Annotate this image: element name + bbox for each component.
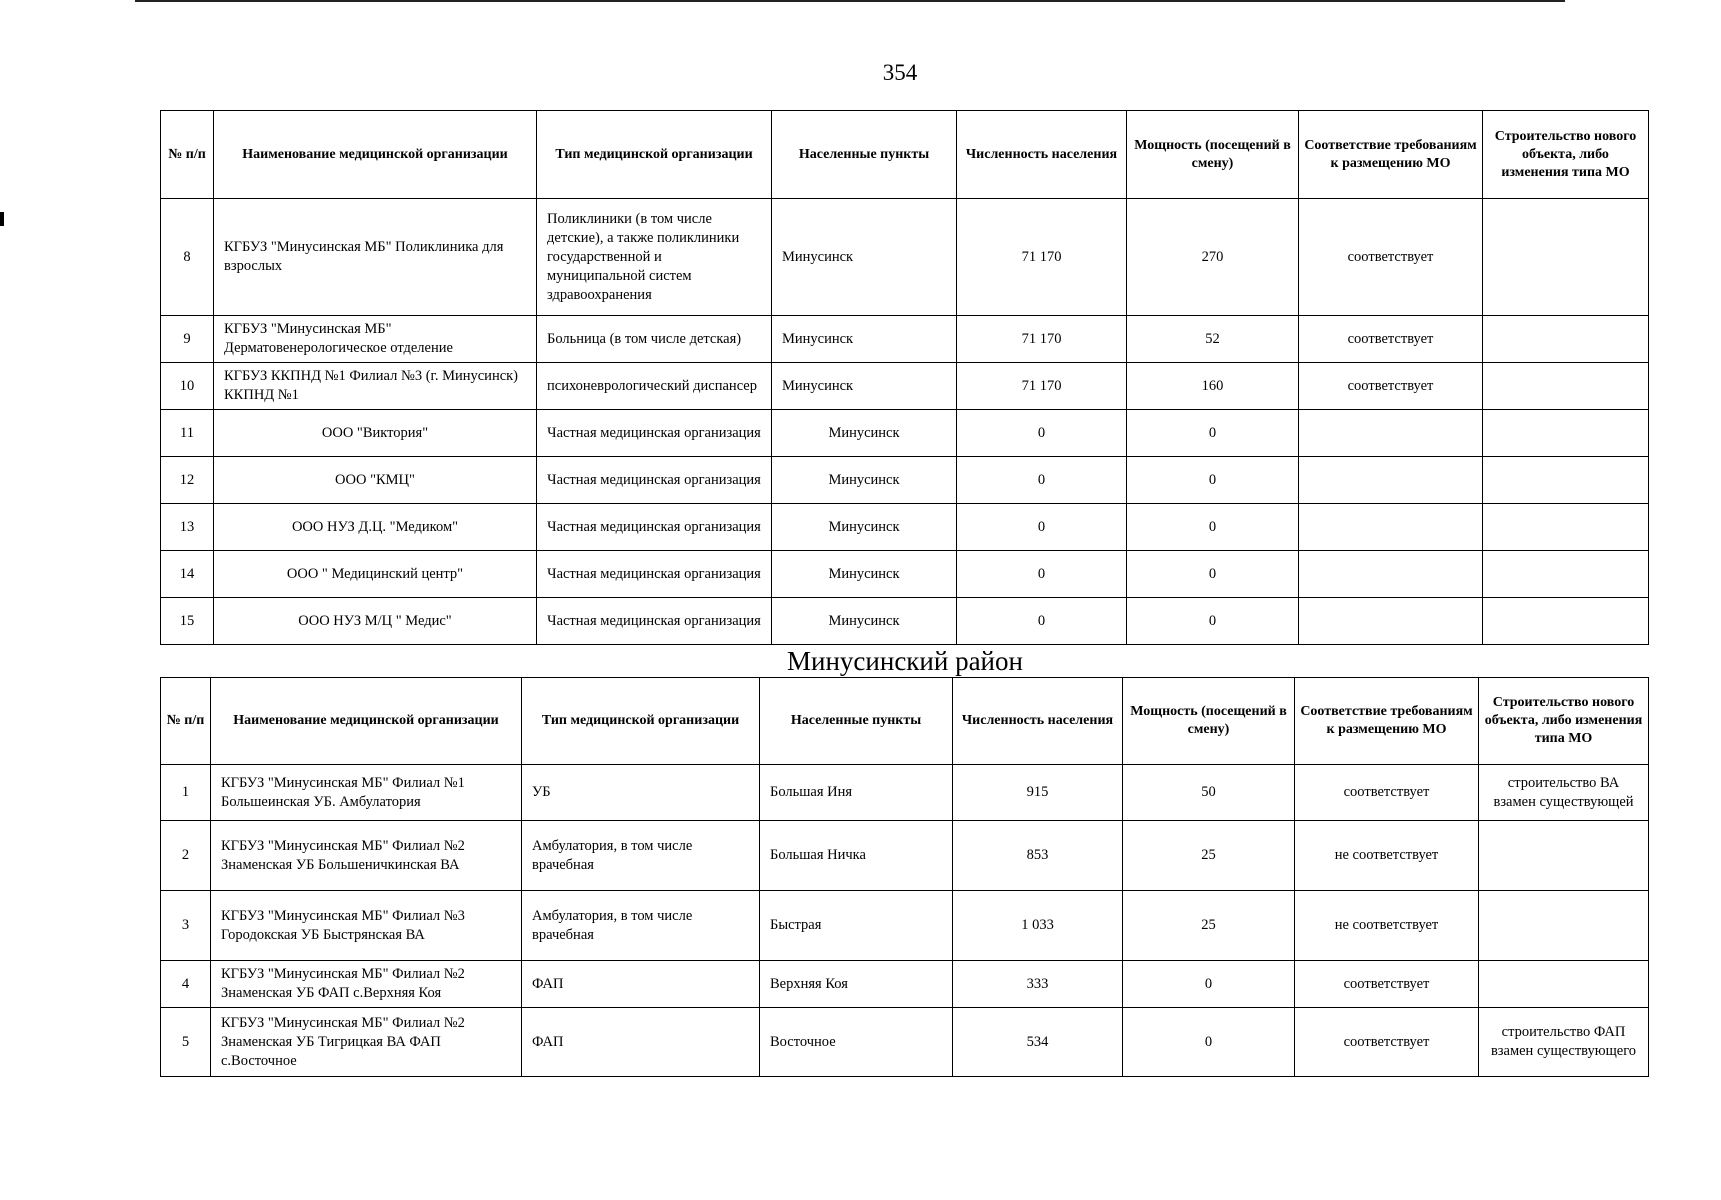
settlement: Минусинск [772,199,957,316]
org-name: КГБУЗ ККПНД №1 Филиал №3 (г. Минусинск) ККПНД №1 [214,363,537,410]
row-num: 4 [161,961,211,1008]
compliance: соответствует [1299,363,1483,410]
construction [1479,961,1649,1008]
settlement: Большая Ничка [760,821,953,891]
settlement: Минусинск [772,504,957,551]
population: 1 033 [953,891,1123,961]
compliance [1299,504,1483,551]
header-construction: Строительство нового объекта, либо изменения типа МО [1479,678,1649,765]
row-num: 10 [161,363,214,410]
population: 534 [953,1008,1123,1077]
table-header-row [161,678,1649,765]
header-num: № п/п [161,111,214,199]
compliance: не соответствует [1295,821,1479,891]
org-type: Частная медицинская организация [537,551,772,598]
org-type: Частная медицинская организация [537,410,772,457]
table-row [161,891,1649,961]
org-type: психоневрологический диспансер [537,363,772,410]
settlement: Верхняя Коя [760,961,953,1008]
org-name: ООО "КМЦ" [214,457,537,504]
capacity: 0 [1123,961,1295,1008]
org-type: Амбулатория, в том числе врачебная [522,821,760,891]
org-name: КГБУЗ "Минусинская МБ" Филиал №1 Большеинская УБ. Амбулатория [211,765,522,821]
population: 0 [957,504,1127,551]
capacity: 52 [1127,316,1299,363]
header-num: № п/п [161,678,211,765]
header-type: Тип медицинской организации [522,678,760,765]
compliance [1299,598,1483,645]
construction [1479,891,1649,961]
organizations-table-minusinsk-district [160,677,1649,1077]
table-header-row [161,111,1649,199]
population: 71 170 [957,199,1127,316]
header-population: Численность населения [957,111,1127,199]
row-num: 11 [161,410,214,457]
org-name: КГБУЗ "Минусинская МБ" Дерматовенерологическое отделение [214,316,537,363]
settlement: Минусинск [772,410,957,457]
population: 333 [953,961,1123,1008]
header-capacity: Мощность (посещений в смену) [1123,678,1295,765]
capacity: 25 [1123,891,1295,961]
org-name: КГБУЗ "Минусинская МБ" Филиал №2 Знаменская УБ ФАП с.Верхняя Коя [211,961,522,1008]
compliance: соответствует [1295,961,1479,1008]
capacity: 50 [1123,765,1295,821]
org-name: ООО НУЗ Д.Ц. "Медиком" [214,504,537,551]
page-number: 354 [882,60,918,85]
capacity: 0 [1127,551,1299,598]
construction [1483,457,1649,504]
org-type: УБ [522,765,760,821]
construction: строительство ФАП взамен существующего [1479,1008,1649,1077]
construction [1479,821,1649,891]
row-num: 5 [161,1008,211,1077]
construction [1483,504,1649,551]
population: 0 [957,457,1127,504]
header-capacity: Мощность (посещений в смену) [1127,111,1299,199]
compliance: соответствует [1299,199,1483,316]
row-num: 1 [161,765,211,821]
header-construction: Строительство нового объекта, либо изменения типа МО [1483,111,1649,199]
settlement: Минусинск [772,457,957,504]
table-row [161,316,1649,363]
org-name: ООО " Медицинский центр" [214,551,537,598]
header-settlements: Населенные пункты [772,111,957,199]
row-num: 3 [161,891,211,961]
org-type: Частная медицинская организация [537,457,772,504]
population: 853 [953,821,1123,891]
population: 0 [957,551,1127,598]
settlement: Минусинск [772,598,957,645]
construction [1483,410,1649,457]
row-num: 13 [161,504,214,551]
org-type: Больница (в том числе детская) [537,316,772,363]
row-num: 12 [161,457,214,504]
construction [1483,316,1649,363]
table-row [161,961,1649,1008]
settlement: Минусинск [772,551,957,598]
capacity: 25 [1123,821,1295,891]
compliance [1299,410,1483,457]
settlement: Большая Иня [760,765,953,821]
scan-artifact-mark [0,212,4,226]
population: 71 170 [957,363,1127,410]
compliance: не соответствует [1295,891,1479,961]
compliance [1299,457,1483,504]
header-type: Тип медицинской организации [537,111,772,199]
row-num: 8 [161,199,214,316]
table-row [161,410,1649,457]
table-row [161,1008,1649,1077]
compliance: соответствует [1295,1008,1479,1077]
organizations-table-minusinsk [160,110,1649,645]
table-row [161,363,1649,410]
construction [1483,551,1649,598]
org-type: Частная медицинская организация [537,598,772,645]
row-num: 15 [161,598,214,645]
table-row [161,551,1649,598]
header-name: Наименование медицинской организации [211,678,522,765]
settlement: Минусинск [772,316,957,363]
capacity: 0 [1127,504,1299,551]
settlement: Минусинск [772,363,957,410]
header-name: Наименование медицинской организации [214,111,537,199]
org-type: Частная медицинская организация [537,504,772,551]
header-settlements: Населенные пункты [760,678,953,765]
construction [1483,598,1649,645]
construction [1483,199,1649,316]
population: 0 [957,410,1127,457]
org-name: КГБУЗ "Минусинская МБ" Филиал №2 Знаменская УБ Тигрицкая ВА ФАП с.Восточное [211,1008,522,1077]
header-population: Численность населения [953,678,1123,765]
table-row [161,765,1649,821]
settlement: Восточное [760,1008,953,1077]
capacity: 270 [1127,199,1299,316]
header-compliance: Соответствие требованиям к размещению МО [1299,111,1483,199]
table-row [161,504,1649,551]
compliance: соответствует [1299,316,1483,363]
compliance: соответствует [1295,765,1479,821]
org-type: ФАП [522,1008,760,1077]
org-name: ООО "Виктория" [214,410,537,457]
header-compliance: Соответствие требованиям к размещению МО [1295,678,1479,765]
compliance [1299,551,1483,598]
row-num: 2 [161,821,211,891]
table-row [161,199,1649,316]
capacity: 0 [1123,1008,1295,1077]
table-row [161,821,1649,891]
construction: строительство ВА взамен существующей [1479,765,1649,821]
org-type: ФАП [522,961,760,1008]
settlement: Быстрая [760,891,953,961]
org-name: КГБУЗ "Минусинская МБ" Филиал №3 Городокская УБ Быстрянская ВА [211,891,522,961]
construction [1483,363,1649,410]
org-name: КГБУЗ "Минусинская МБ" Филиал №2 Знаменская УБ Большеничкинская ВА [211,821,522,891]
capacity: 160 [1127,363,1299,410]
row-num: 14 [161,551,214,598]
row-num: 9 [161,316,214,363]
org-name: КГБУЗ "Минусинская МБ" Поликлиника для взрослых [214,199,537,316]
table-row [161,598,1649,645]
section-title: Минусинский район [787,646,1023,676]
population: 0 [957,598,1127,645]
org-type: Амбулатория, в том числе врачебная [522,891,760,961]
scan-edge-line [135,0,1565,2]
population: 71 170 [957,316,1127,363]
population: 915 [953,765,1123,821]
capacity: 0 [1127,457,1299,504]
org-type: Поликлиники (в том числе детские), а также поликлиники государственной и муниципальной систем здравоохранения [537,199,772,316]
org-name: ООО НУЗ М/Ц " Медис" [214,598,537,645]
capacity: 0 [1127,410,1299,457]
table-row [161,457,1649,504]
capacity: 0 [1127,598,1299,645]
